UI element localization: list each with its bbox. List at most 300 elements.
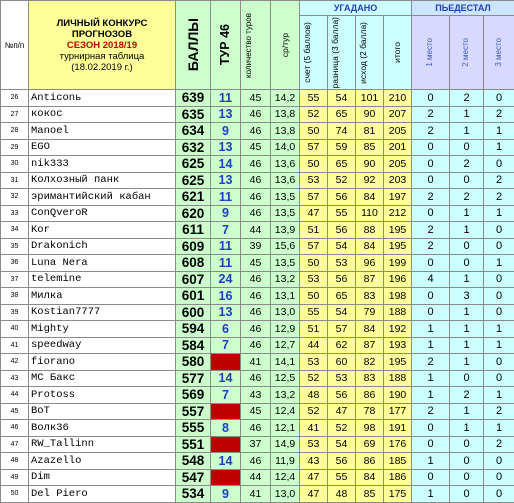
place-3-cell: 0 <box>484 156 514 173</box>
tour-points-cell: 13 <box>211 304 241 321</box>
row-number: 39 <box>1 304 29 321</box>
diff-cell: 52 <box>328 172 356 189</box>
place-3-cell: 1 <box>484 255 514 272</box>
tours-count-cell: 41 <box>241 354 271 371</box>
diff-cell: 56 <box>328 271 356 288</box>
row-number: 31 <box>1 172 29 189</box>
tours-count-cell: 46 <box>241 205 271 222</box>
diff-cell: 54 <box>328 238 356 255</box>
score-cell: 47 <box>300 205 328 222</box>
points-cell: 608 <box>176 255 211 272</box>
avg-cell: 15,6 <box>271 238 300 255</box>
total-cell: 176 <box>384 436 412 453</box>
place-1-cell: 0 <box>412 288 450 305</box>
guessed-group-header: УГАДАНО <box>300 1 412 16</box>
score-cell: 53 <box>300 354 328 371</box>
total-cell: 186 <box>384 469 412 486</box>
tours-count-cell: 46 <box>241 321 271 338</box>
total-cell: 175 <box>384 486 412 503</box>
participant-name: MC Бакс <box>29 370 176 387</box>
place-1-header: 1 место <box>412 16 450 90</box>
points-cell: 584 <box>176 337 211 354</box>
score-cell: 55 <box>300 304 328 321</box>
diff-cell: 56 <box>328 189 356 206</box>
score-cell: 50 <box>300 123 328 140</box>
avg-cell: 13,1 <box>271 288 300 305</box>
score-cell: 52 <box>300 403 328 420</box>
table-row <box>1 205 514 222</box>
score-cell: 48 <box>300 387 328 404</box>
place-2-cell: 1 <box>450 123 484 140</box>
place-3-cell: 1 <box>484 139 514 156</box>
avg-cell: 13,2 <box>271 271 300 288</box>
row-number: 44 <box>1 387 29 404</box>
place-1-cell: 0 <box>412 469 450 486</box>
avg-cell: 14,0 <box>271 139 300 156</box>
outcome-cell: 110 <box>356 205 384 222</box>
place-2-cell: 1 <box>450 222 484 239</box>
table-row <box>1 90 514 107</box>
place-3-cell: 0 <box>484 453 514 470</box>
place-3-cell: 2 <box>484 436 514 453</box>
table-row <box>1 139 514 156</box>
place-3-cell: 0 <box>484 238 514 255</box>
place-1-cell: 2 <box>412 222 450 239</box>
place-1-cell: 0 <box>412 172 450 189</box>
avg-cell: 13,6 <box>271 156 300 173</box>
podium-group-header: ПЬЕДЕСТАЛ <box>412 1 514 16</box>
tours-count-cell: 44 <box>241 469 271 486</box>
participant-name: Волк36 <box>29 420 176 437</box>
row-number: 37 <box>1 271 29 288</box>
points-cell: 625 <box>176 172 211 189</box>
place-1-cell: 1 <box>412 321 450 338</box>
place-1-cell: 2 <box>412 189 450 206</box>
tours-count-cell: 45 <box>241 403 271 420</box>
participant-name: Dim <box>29 469 176 486</box>
outcome-cell: 90 <box>356 106 384 123</box>
tours-count-cell: 46 <box>241 453 271 470</box>
place-3-cell: 0 <box>484 370 514 387</box>
row-number: 33 <box>1 205 29 222</box>
participant-name: Mighty <box>29 321 176 338</box>
title-line-3: турнирная таблица <box>29 51 175 62</box>
outcome-header: исход (2 балла) <box>356 16 384 90</box>
tour-points-cell: 11 <box>211 189 241 206</box>
tours-count-cell: 45 <box>241 255 271 272</box>
tours-count-cell: 39 <box>241 238 271 255</box>
avg-cell: 13,8 <box>271 106 300 123</box>
total-cell: 190 <box>384 387 412 404</box>
row-number: 43 <box>1 370 29 387</box>
points-cell: 611 <box>176 222 211 239</box>
outcome-cell: 79 <box>356 304 384 321</box>
place-2-cell: 1 <box>450 420 484 437</box>
place-3-cell: 2 <box>484 106 514 123</box>
points-cell: 632 <box>176 139 211 156</box>
score-cell: 50 <box>300 288 328 305</box>
place-1-cell: 0 <box>412 255 450 272</box>
row-number: 41 <box>1 337 29 354</box>
score-cell: 57 <box>300 139 328 156</box>
tours-count-cell: 46 <box>241 288 271 305</box>
avg-cell: 13,5 <box>271 189 300 206</box>
total-cell: 192 <box>384 321 412 338</box>
place-2-cell: 2 <box>450 387 484 404</box>
score-cell: 52 <box>300 370 328 387</box>
table-row <box>1 486 514 503</box>
outcome-cell: 98 <box>356 420 384 437</box>
tour-points-cell <box>211 436 241 453</box>
table-row <box>1 354 514 371</box>
diff-cell: 47 <box>328 403 356 420</box>
tour-points-cell: 7 <box>211 222 241 239</box>
place-2-cell: 1 <box>450 354 484 371</box>
row-number: 29 <box>1 139 29 156</box>
place-2-cell: 1 <box>450 337 484 354</box>
outcome-cell: 92 <box>356 172 384 189</box>
avg-cell: 12,4 <box>271 469 300 486</box>
points-cell: 600 <box>176 304 211 321</box>
tours-count-header: количество туров <box>241 1 271 90</box>
total-cell: 201 <box>384 139 412 156</box>
diff-cell: 54 <box>328 436 356 453</box>
row-number: 34 <box>1 222 29 239</box>
table-row <box>1 370 514 387</box>
total-cell: 177 <box>384 403 412 420</box>
row-number: 32 <box>1 189 29 206</box>
table-row <box>1 271 514 288</box>
score-cell: 51 <box>300 321 328 338</box>
total-cell: 195 <box>384 238 412 255</box>
diff-cell: 65 <box>328 156 356 173</box>
diff-cell: 56 <box>328 222 356 239</box>
tours-count-cell: 46 <box>241 189 271 206</box>
tours-count-cell: 46 <box>241 304 271 321</box>
place-1-cell: 1 <box>412 337 450 354</box>
participant-name: BoT <box>29 403 176 420</box>
row-number-header: №п/п <box>1 1 29 90</box>
participant-name: telemine <box>29 271 176 288</box>
table-row <box>1 189 514 206</box>
tour-points-cell: 14 <box>211 453 241 470</box>
table-row <box>1 337 514 354</box>
row-number: 42 <box>1 354 29 371</box>
participant-name: Anticonь <box>29 90 176 107</box>
row-number: 26 <box>1 90 29 107</box>
place-3-cell: 0 <box>484 469 514 486</box>
points-cell: 625 <box>176 156 211 173</box>
standings-body <box>1 90 514 503</box>
tour-points-cell: 6 <box>211 321 241 338</box>
tours-count-cell: 46 <box>241 271 271 288</box>
total-cell: 185 <box>384 453 412 470</box>
place-3-cell: 1 <box>484 337 514 354</box>
avg-cell: 13,5 <box>271 205 300 222</box>
place-3-cell: 0 <box>484 90 514 107</box>
score-cell: 53 <box>300 271 328 288</box>
tour-points-cell: 13 <box>211 172 241 189</box>
score-cell: 57 <box>300 189 328 206</box>
row-number: 28 <box>1 123 29 140</box>
place-2-cell: 0 <box>450 469 484 486</box>
place-3-header: 3 место <box>484 16 514 90</box>
score-header: счет (5 баллов) <box>300 16 328 90</box>
place-1-cell: 2 <box>412 123 450 140</box>
participant-name: Azazello <box>29 453 176 470</box>
place-3-cell: 2 <box>484 403 514 420</box>
tour-points-cell: 11 <box>211 255 241 272</box>
tours-count-cell: 43 <box>241 387 271 404</box>
diff-cell: 52 <box>328 420 356 437</box>
place-3-cell: 0 <box>484 222 514 239</box>
row-number: 30 <box>1 156 29 173</box>
diff-cell: 54 <box>328 90 356 107</box>
title-line-1: ЛИЧНЫЙ КОНКУРС <box>29 18 175 29</box>
outcome-cell: 84 <box>356 238 384 255</box>
place-2-cell: 1 <box>450 304 484 321</box>
tour-points-cell: 9 <box>211 486 241 503</box>
participant-name: Колхозный панк <box>29 172 176 189</box>
points-cell: 639 <box>176 90 211 107</box>
diff-cell: 59 <box>328 139 356 156</box>
table-row <box>1 403 514 420</box>
place-2-cell: 0 <box>450 139 484 156</box>
total-cell: 188 <box>384 370 412 387</box>
tours-count-cell: 41 <box>241 486 271 503</box>
place-1-cell: 0 <box>412 304 450 321</box>
avg-cell: 13,8 <box>271 123 300 140</box>
diff-cell: 48 <box>328 486 356 503</box>
tours-count-cell: 46 <box>241 123 271 140</box>
avg-cell: 11,9 <box>271 453 300 470</box>
total-cell: 198 <box>384 288 412 305</box>
participant-name: Protoss <box>29 387 176 404</box>
participant-name: ConQveroR <box>29 205 176 222</box>
score-cell: 47 <box>300 469 328 486</box>
place-2-cell: 0 <box>450 238 484 255</box>
place-3-cell: 0 <box>484 304 514 321</box>
place-1-cell: 0 <box>412 90 450 107</box>
total-cell: 199 <box>384 255 412 272</box>
total-header: итого <box>384 16 412 90</box>
points-cell: 621 <box>176 189 211 206</box>
place-2-header: 2 место <box>450 16 484 90</box>
tour-points-cell <box>211 354 241 371</box>
score-cell: 57 <box>300 238 328 255</box>
diff-cell: 54 <box>328 304 356 321</box>
points-cell: 548 <box>176 453 211 470</box>
place-2-cell: 1 <box>450 321 484 338</box>
tour-points-cell <box>211 403 241 420</box>
outcome-cell: 85 <box>356 139 384 156</box>
diff-cell: 53 <box>328 255 356 272</box>
place-1-cell: 0 <box>412 420 450 437</box>
table-row <box>1 420 514 437</box>
outcome-cell: 84 <box>356 189 384 206</box>
diff-cell: 65 <box>328 106 356 123</box>
tour-points-cell: 9 <box>211 205 241 222</box>
score-cell: 55 <box>300 90 328 107</box>
score-cell: 50 <box>300 255 328 272</box>
table-row <box>1 106 514 123</box>
points-cell: 635 <box>176 106 211 123</box>
outcome-cell: 69 <box>356 436 384 453</box>
total-cell: 212 <box>384 205 412 222</box>
points-cell: 601 <box>176 288 211 305</box>
table-row <box>1 469 514 486</box>
total-cell: 205 <box>384 123 412 140</box>
row-number: 50 <box>1 486 29 503</box>
place-3-cell: 1 <box>484 123 514 140</box>
place-2-cell: 0 <box>450 486 484 503</box>
place-2-cell: 0 <box>450 370 484 387</box>
table-row <box>1 321 514 338</box>
diff-cell: 65 <box>328 288 356 305</box>
diff-cell: 57 <box>328 321 356 338</box>
place-1-cell: 1 <box>412 387 450 404</box>
row-number: 47 <box>1 436 29 453</box>
diff-cell: 55 <box>328 205 356 222</box>
participant-name: кокос <box>29 106 176 123</box>
place-2-cell: 0 <box>450 436 484 453</box>
score-cell: 52 <box>300 106 328 123</box>
tours-count-cell: 46 <box>241 370 271 387</box>
tour-points-cell: 11 <box>211 90 241 107</box>
outcome-cell: 78 <box>356 403 384 420</box>
points-cell: 577 <box>176 370 211 387</box>
place-2-cell: 1 <box>450 205 484 222</box>
outcome-cell: 84 <box>356 321 384 338</box>
participant-name: Kostian7777 <box>29 304 176 321</box>
tour-points-cell: 8 <box>211 420 241 437</box>
table-row <box>1 304 514 321</box>
place-2-cell: 1 <box>450 271 484 288</box>
tour-points-cell <box>211 469 241 486</box>
participant-name: Drakonich <box>29 238 176 255</box>
total-cell: 203 <box>384 172 412 189</box>
outcome-cell: 83 <box>356 288 384 305</box>
tour-points-cell: 14 <box>211 370 241 387</box>
place-3-cell: 0 <box>484 486 514 503</box>
table-row <box>1 288 514 305</box>
score-cell: 50 <box>300 156 328 173</box>
row-number: 46 <box>1 420 29 437</box>
total-cell: 205 <box>384 156 412 173</box>
participant-name: Luna Nera <box>29 255 176 272</box>
table-row <box>1 156 514 173</box>
participant-name: Kor <box>29 222 176 239</box>
avg-cell: 12,9 <box>271 321 300 338</box>
tour-points-cell: 7 <box>211 387 241 404</box>
points-header: БАЛЛЫ <box>176 1 211 90</box>
tour-points-cell: 24 <box>211 271 241 288</box>
outcome-cell: 82 <box>356 354 384 371</box>
total-cell: 191 <box>384 420 412 437</box>
avg-cell: 13,2 <box>271 387 300 404</box>
participant-name: EGO <box>29 139 176 156</box>
table-row <box>1 222 514 239</box>
avg-cell: 14,1 <box>271 354 300 371</box>
place-2-cell: 0 <box>450 453 484 470</box>
row-number: 36 <box>1 255 29 272</box>
place-1-cell: 2 <box>412 106 450 123</box>
avg-cell: 12,1 <box>271 420 300 437</box>
table-row <box>1 123 514 140</box>
tours-count-cell: 46 <box>241 156 271 173</box>
row-number: 35 <box>1 238 29 255</box>
row-number: 49 <box>1 469 29 486</box>
diff-cell: 56 <box>328 387 356 404</box>
diff-header: разница (3 балла) <box>328 16 356 90</box>
outcome-cell: 96 <box>356 255 384 272</box>
outcome-cell: 84 <box>356 469 384 486</box>
participant-name: Del Piero <box>29 486 176 503</box>
place-1-cell: 4 <box>412 271 450 288</box>
row-number: 40 <box>1 321 29 338</box>
tour-points-cell: 13 <box>211 139 241 156</box>
outcome-cell: 101 <box>356 90 384 107</box>
points-cell: 569 <box>176 387 211 404</box>
total-cell: 195 <box>384 222 412 239</box>
place-2-cell: 0 <box>450 172 484 189</box>
place-2-cell: 1 <box>450 106 484 123</box>
participant-name: fiorano <box>29 354 176 371</box>
tour-points-cell: 7 <box>211 337 241 354</box>
diff-cell: 60 <box>328 354 356 371</box>
place-3-cell: 2 <box>484 172 514 189</box>
avg-cell: 14,2 <box>271 90 300 107</box>
place-3-cell: 0 <box>484 271 514 288</box>
tour-points-cell: 9 <box>211 123 241 140</box>
points-cell: 557 <box>176 403 211 420</box>
tours-count-cell: 45 <box>241 90 271 107</box>
tours-count-cell: 46 <box>241 106 271 123</box>
score-cell: 51 <box>300 222 328 239</box>
outcome-cell: 85 <box>356 486 384 503</box>
diff-cell: 53 <box>328 370 356 387</box>
participant-name: Manoel <box>29 123 176 140</box>
row-number: 38 <box>1 288 29 305</box>
table-row <box>1 387 514 404</box>
participant-name: speedway <box>29 337 176 354</box>
avg-cell: 12,5 <box>271 370 300 387</box>
diff-cell: 56 <box>328 453 356 470</box>
tours-count-cell: 46 <box>241 420 271 437</box>
table-title <box>29 1 176 90</box>
tour-points-cell: 16 <box>211 288 241 305</box>
total-cell: 193 <box>384 337 412 354</box>
outcome-cell: 81 <box>356 123 384 140</box>
tour-points-cell: 13 <box>211 106 241 123</box>
place-1-cell: 0 <box>412 205 450 222</box>
avg-header: ср/тур <box>271 1 300 90</box>
avg-cell: 13,0 <box>271 304 300 321</box>
place-1-cell: 1 <box>412 486 450 503</box>
outcome-cell: 88 <box>356 222 384 239</box>
total-cell: 207 <box>384 106 412 123</box>
outcome-cell: 86 <box>356 387 384 404</box>
tours-count-cell: 44 <box>241 222 271 239</box>
points-cell: 534 <box>176 486 211 503</box>
points-cell: 634 <box>176 123 211 140</box>
points-cell: 620 <box>176 205 211 222</box>
total-cell: 188 <box>384 304 412 321</box>
avg-cell: 13,6 <box>271 172 300 189</box>
avg-cell: 14,9 <box>271 436 300 453</box>
score-cell: 47 <box>300 486 328 503</box>
place-1-cell: 0 <box>412 156 450 173</box>
